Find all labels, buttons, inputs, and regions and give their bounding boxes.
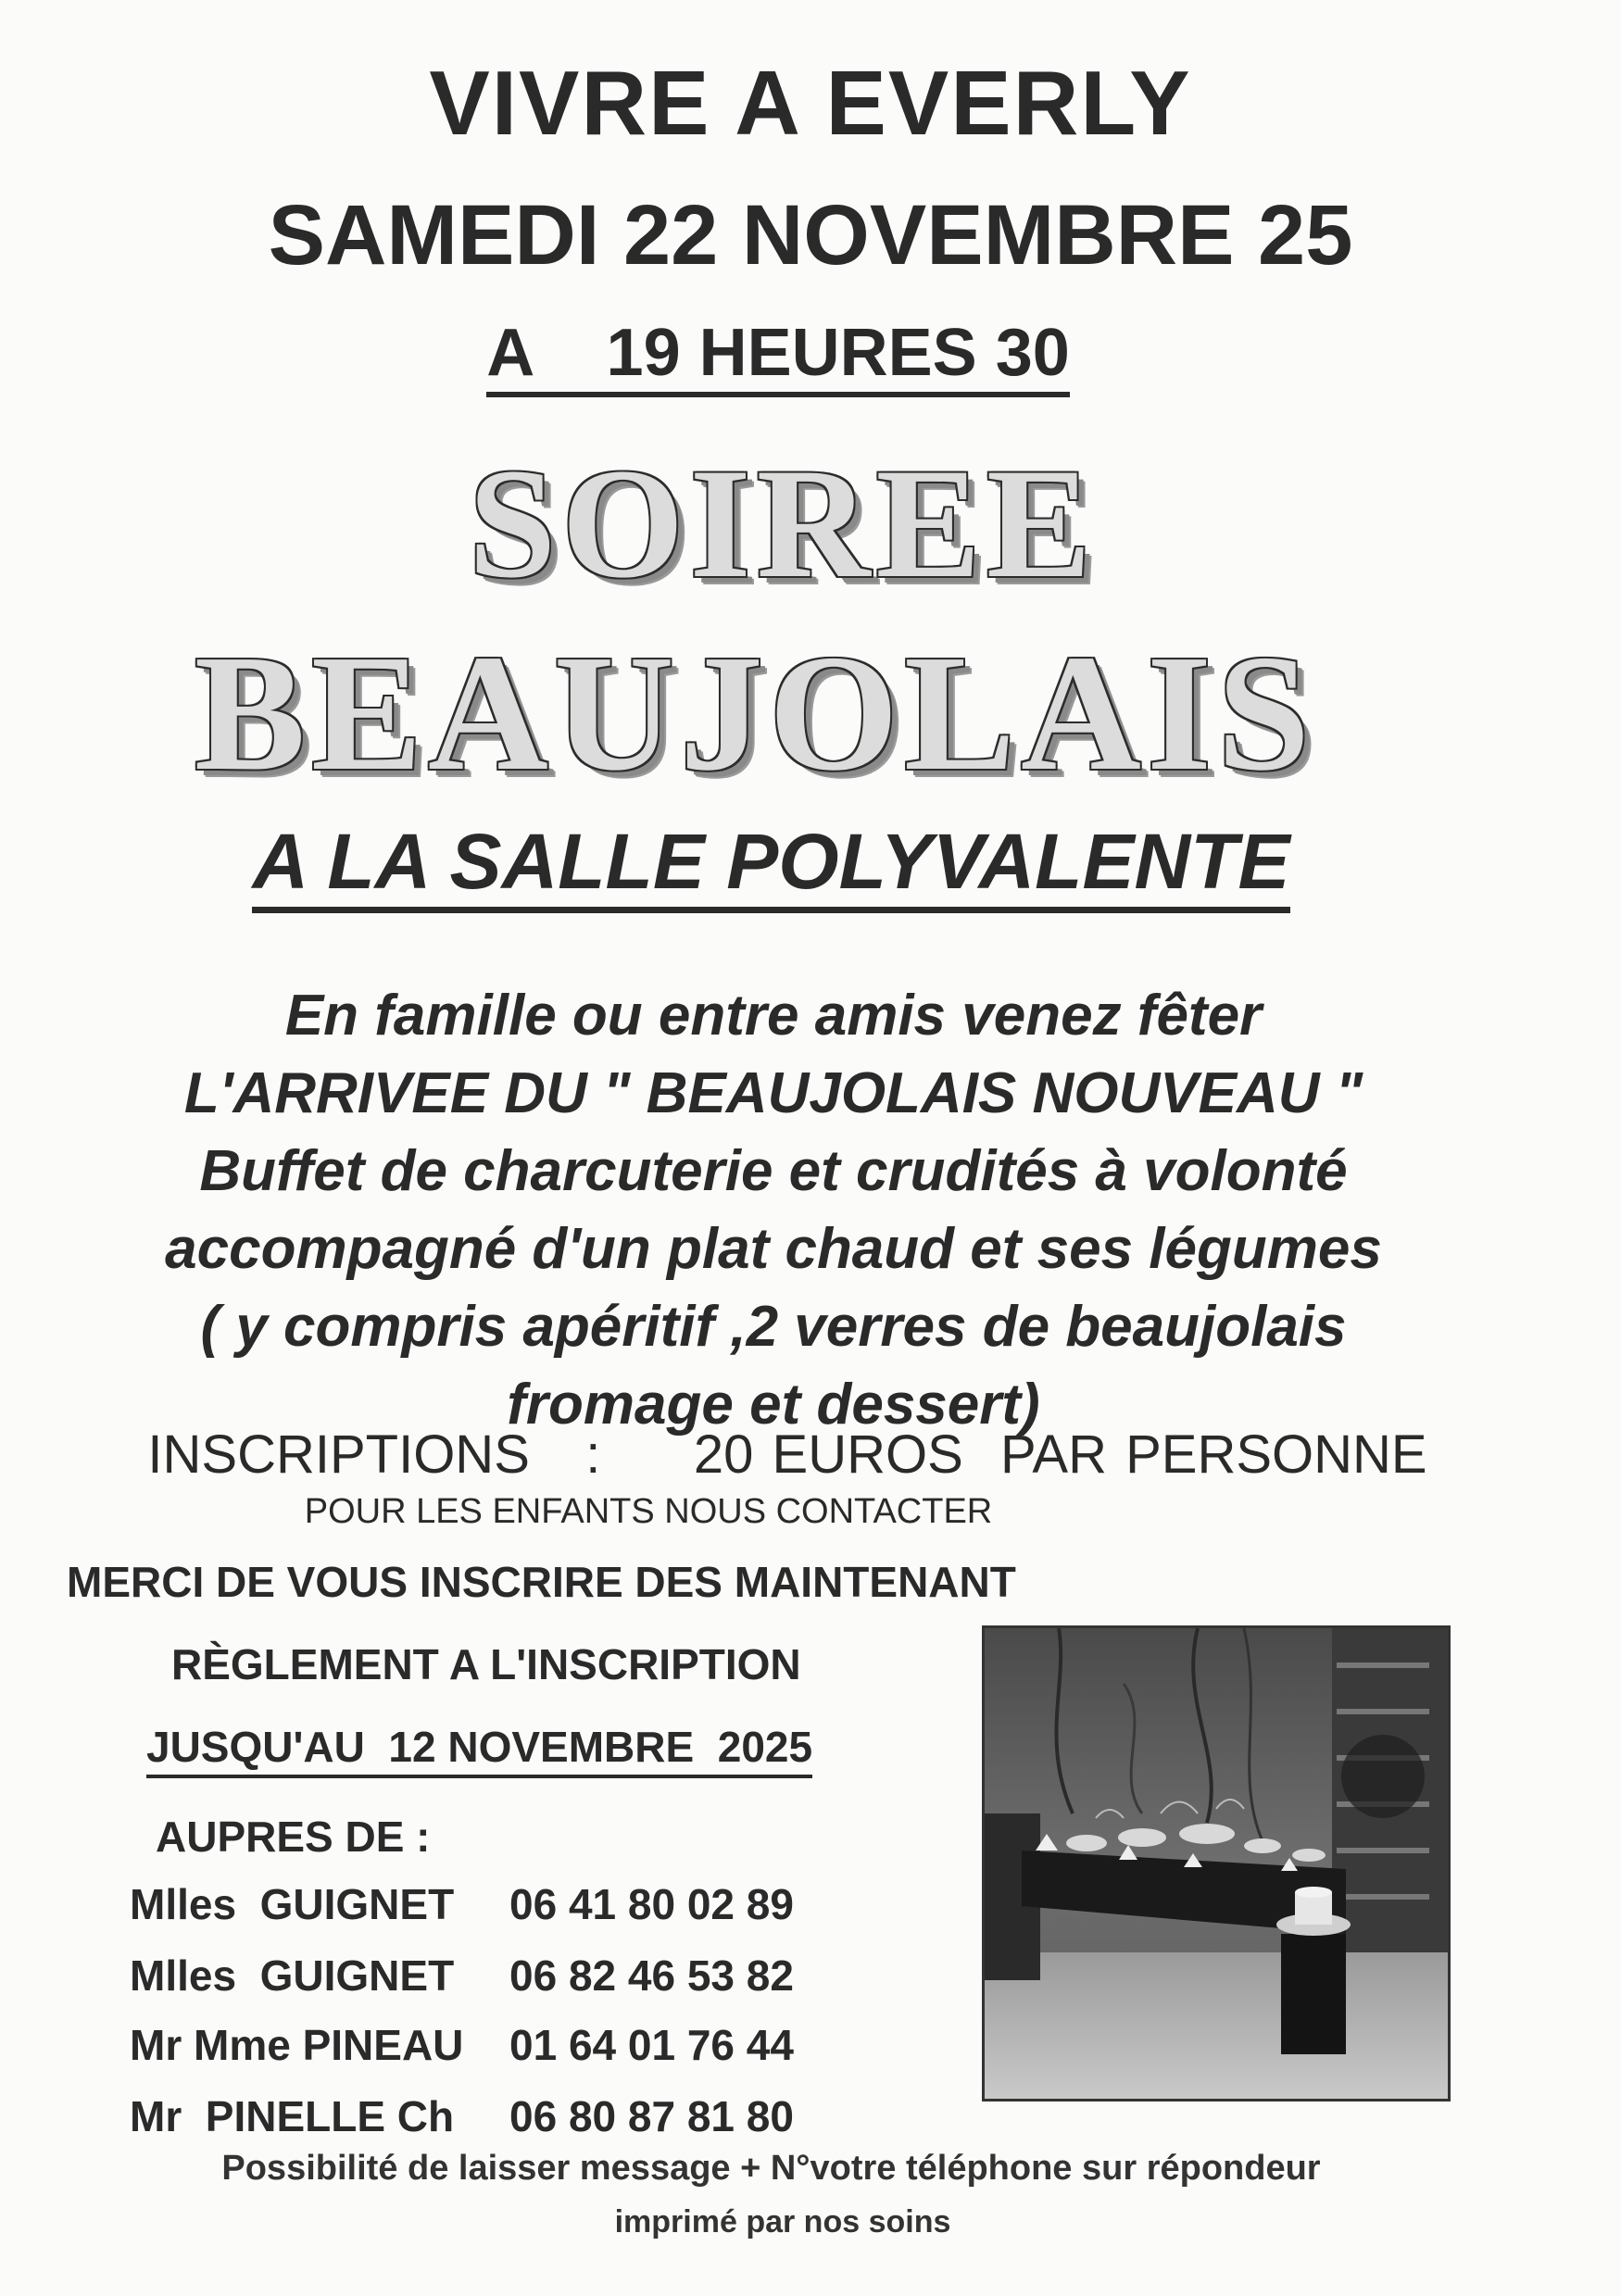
event-date: SAMEDI 22 NOVEMBRE 25 <box>268 188 1353 282</box>
event-time <box>0 316 1556 390</box>
description-line: ( y compris apéritif ,2 verres de beaujolais <box>200 1295 1347 1359</box>
contact-name: Mr Mme PINEAU <box>130 2021 464 2069</box>
deadline-text: JUSQU'AU 12 NOVEMBRE 2025 <box>146 1723 812 1778</box>
buffet-photo-image <box>985 1628 1448 2099</box>
voicemail-note: Possibilité de laisser message + N°votre téléphone sur répondeur <box>221 2149 1321 2188</box>
contact-name: Mlles GUIGNET <box>130 1880 455 1928</box>
contact-name: Mlles GUIGNET <box>130 1951 455 2000</box>
contact-name: Mr PINELLE Ch <box>130 2092 455 2140</box>
description-line: fromage et dessert) <box>507 1373 1040 1437</box>
title-beaujolais: BEAUJOLAIS <box>194 621 1316 805</box>
venue-text: A LA SALLE POLYVALENTE <box>252 818 1289 913</box>
contact-row <box>130 2092 794 2140</box>
description-line: Buffet de charcuterie et crudités à volonté <box>199 1139 1348 1203</box>
contact-row <box>130 1880 794 1928</box>
contact-row <box>130 2021 794 2069</box>
description-line: En famille ou entre amis venez fêter <box>284 984 1263 1048</box>
contact-phone: 06 82 46 53 82 <box>509 1951 794 2000</box>
printed-note: imprimé par nos soins <box>614 2204 951 2240</box>
buffet-photo <box>982 1625 1451 2102</box>
event-time-text: A 19 HEURES 30 <box>486 316 1070 397</box>
title-soiree: SOIREE <box>468 436 1098 610</box>
payment-note: RÈGLEMENT A L'INSCRIPTION <box>171 1640 801 1688</box>
contact-phone: 01 64 01 76 44 <box>509 2021 794 2069</box>
description <box>0 977 1547 1444</box>
children-note: POUR LES ENFANTS NOUS CONTACTER <box>304 1492 993 1531</box>
register-now-note: MERCI DE VOUS INSCRIRE DES MAINTENANT <box>67 1558 1016 1606</box>
contacts-heading: AUPRES DE : <box>156 1813 431 1861</box>
contact-row <box>130 1951 794 2000</box>
venue <box>0 818 1542 905</box>
description-line: accompagné d'un plat chaud et ses légumes <box>165 1217 1382 1281</box>
organizer-title: VIVRE A EVERLY <box>429 52 1192 154</box>
description-line: L'ARRIVEE DU " BEAUJOLAIS NOUVEAU " <box>183 1061 1363 1125</box>
deadline <box>146 1723 813 1771</box>
contact-phone: 06 41 80 02 89 <box>509 1880 794 1928</box>
contact-phone: 06 80 87 81 80 <box>509 2092 794 2140</box>
price-line: INSCRIPTIONS : 20 EUROS PAR PERSONNE <box>147 1424 1427 1485</box>
